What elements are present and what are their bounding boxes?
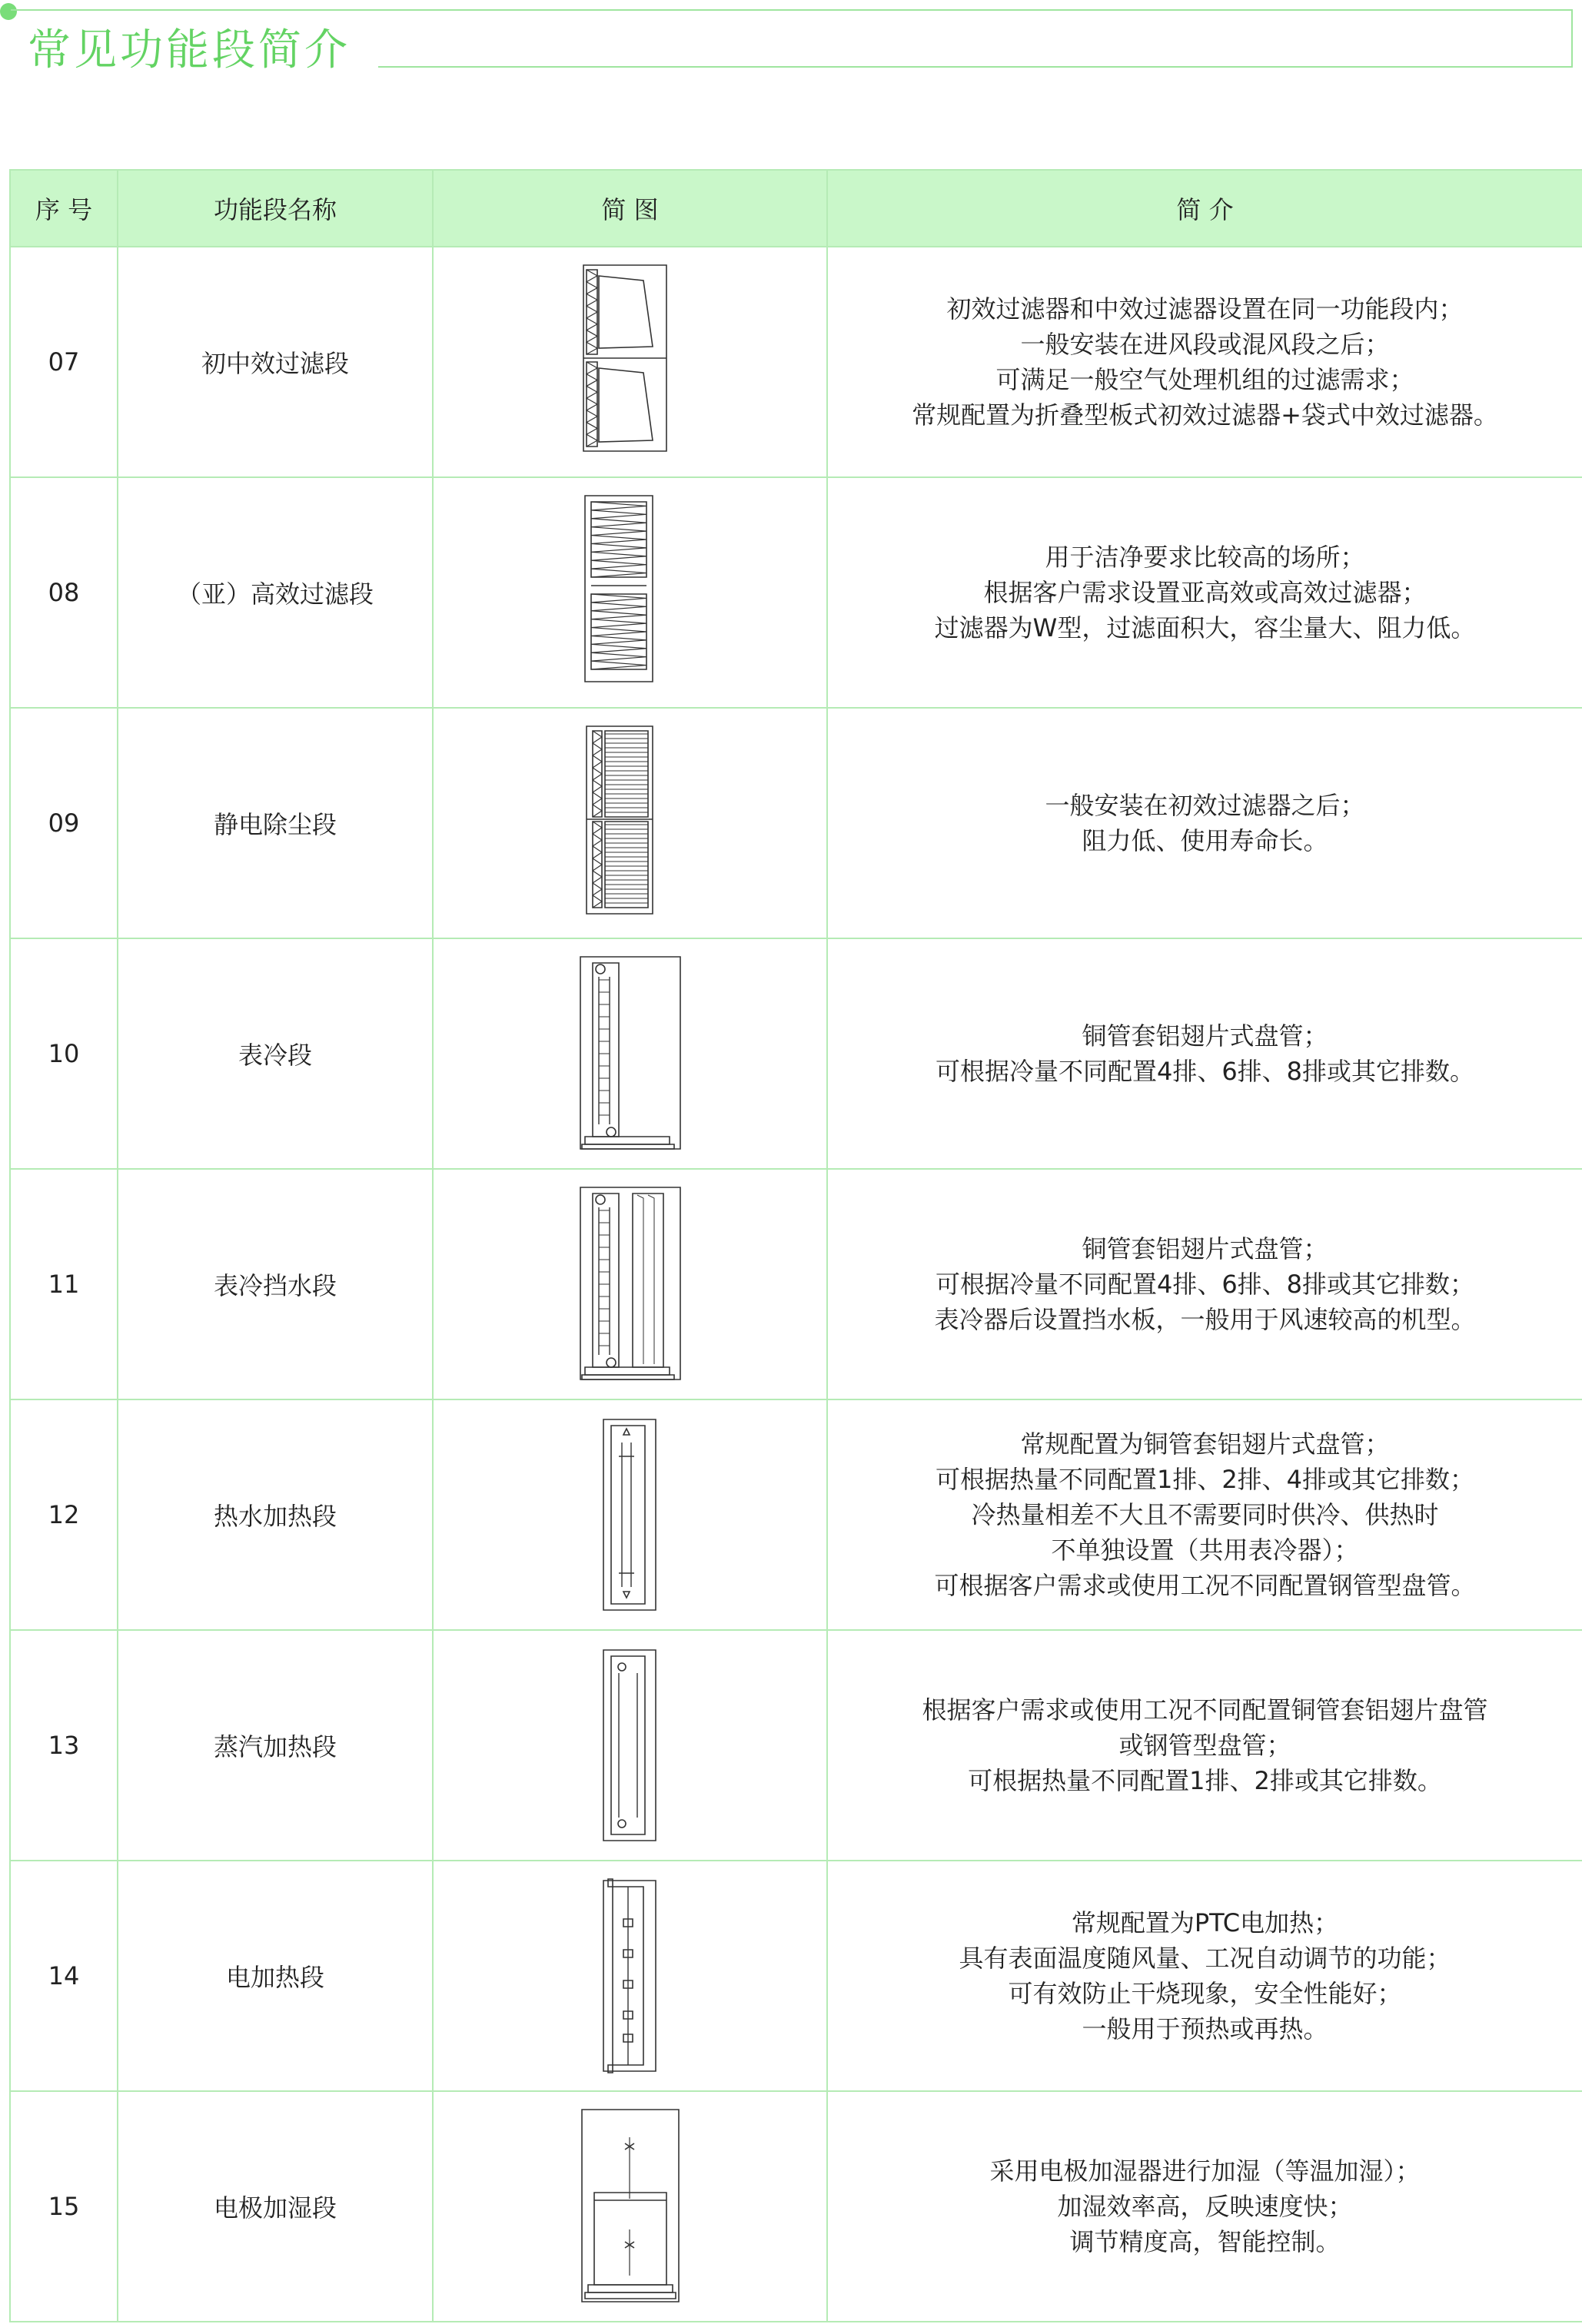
intro-line: 不单独设置（共用表冷器）； [1051, 1536, 1359, 1565]
intro-line: 可有效防止干烧现象，安全性能好； [1008, 1979, 1402, 2008]
intro-line: 根据客户需求设置亚高效或高效过滤器； [983, 578, 1427, 607]
diagram-cell [433, 2091, 827, 2322]
header-diagram: 简 图 [433, 170, 827, 247]
intro-line: 常规配置为折叠型板式初效过滤器+袋式中效过滤器。 [912, 400, 1498, 430]
pre-medium-filter-diagram [576, 262, 685, 462]
intro-line: 根据客户需求或使用工况不同配置铜管套铝翅片盘管 [922, 1695, 1488, 1725]
row-number: 15 [10, 2091, 118, 2322]
intro-line: 采用电极加湿器进行加湿（等温加湿）； [989, 2156, 1421, 2186]
diagram-cell [433, 247, 827, 477]
section-name: 表冷挡水段 [118, 1169, 433, 1399]
intro-text [828, 788, 1582, 858]
intro-text [828, 1692, 1582, 1798]
intro-line: 一般安装在初效过滤器之后； [1045, 791, 1365, 820]
intro-line: 或钢管型盘管； [1118, 1731, 1291, 1760]
table-row [10, 2091, 1582, 2322]
intro-line: 可根据冷量不同配置4排、6排、8排或其它排数； [935, 1270, 1475, 1299]
diagram-cell [433, 938, 827, 1169]
section-name: （亚）高效过滤段 [118, 477, 433, 708]
intro-line: 常规配置为PTC电加热； [1071, 1908, 1339, 1937]
intro-cell [827, 708, 1582, 938]
steam-heating-diagram [576, 1645, 685, 1845]
intro-line: 可根据客户需求或使用工况不同配置钢管型盘管。 [934, 1571, 1476, 1600]
section-name: 蒸汽加热段 [118, 1630, 433, 1861]
intro-line: 加湿效率高，反映速度快； [1057, 2192, 1353, 2221]
intro-line: 可根据冷量不同配置4排、6排、8排或其它排数。 [935, 1057, 1475, 1086]
intro-line: 用于洁净要求比较高的场所； [1045, 543, 1365, 572]
page-title: 常见功能段简介 [28, 25, 351, 75]
intro-line: 表冷器后设置挡水板，一般用于风速较高的机型。 [934, 1305, 1476, 1334]
intro-line: 可满足一般空气处理机组的过滤需求； [995, 365, 1414, 394]
intro-line: 初效过滤器和中效过滤器设置在同一功能段内； [946, 294, 1464, 324]
intro-text [828, 291, 1582, 433]
intro-text [828, 1426, 1582, 1603]
table-row [10, 477, 1582, 708]
cooling-coil-eliminator-diagram [576, 1184, 685, 1384]
section-name: 电极加湿段 [118, 2091, 433, 2322]
row-number: 07 [10, 247, 118, 477]
table-row [10, 247, 1582, 477]
intro-text [828, 1018, 1582, 1089]
intro-line: 铜管套铝翅片式盘管； [1082, 1234, 1328, 1263]
table-row [10, 1169, 1582, 1399]
electrostatic-diagram [576, 723, 685, 923]
intro-line: 调节精度高，智能控制。 [1069, 2227, 1341, 2256]
diagram-cell [433, 477, 827, 708]
electrode-humidifier-diagram [576, 2107, 685, 2306]
section-name: 表冷段 [118, 938, 433, 1169]
intro-cell [827, 1861, 1582, 2091]
intro-line: 一般安装在进风段或混风段之后； [1020, 330, 1390, 359]
intro-cell [827, 247, 1582, 477]
intro-line: 冷热量相差不大且不需要同时供冷、供热时 [971, 1500, 1439, 1529]
diagram-cell [433, 1399, 827, 1630]
intro-line: 具有表面温度随风量、工况自动调节的功能； [959, 1944, 1451, 1973]
row-number: 12 [10, 1399, 118, 1630]
header-frame [378, 9, 1573, 68]
intro-text [828, 1231, 1582, 1337]
intro-cell [827, 1399, 1582, 1630]
intro-cell [827, 2091, 1582, 2322]
header-name: 功能段名称 [118, 170, 433, 247]
intro-line: 铜管套铝翅片式盘管； [1082, 1021, 1328, 1051]
row-number: 10 [10, 938, 118, 1169]
diagram-cell [433, 1861, 827, 2091]
intro-line: 可根据热量不同配置1排、2排、4排或其它排数； [935, 1465, 1475, 1494]
section-name: 静电除尘段 [118, 708, 433, 938]
section-name: 初中效过滤段 [118, 247, 433, 477]
section-name: 电加热段 [118, 1861, 433, 2091]
table-row [10, 1861, 1582, 2091]
row-number: 14 [10, 1861, 118, 2091]
function-section-table [9, 169, 1582, 2322]
intro-line: 过滤器为W型，过滤面积大，容尘量大、阻力低。 [934, 613, 1476, 642]
intro-cell [827, 1630, 1582, 1861]
table-row [10, 1399, 1582, 1630]
intro-text [828, 540, 1582, 646]
table-row [10, 938, 1582, 1169]
table-row [10, 1630, 1582, 1861]
hot-water-heating-diagram [576, 1415, 685, 1615]
row-number: 13 [10, 1630, 118, 1861]
electric-heating-diagram [576, 1876, 685, 2076]
diagram-cell [433, 1630, 827, 1861]
row-number: 08 [10, 477, 118, 708]
section-name: 热水加热段 [118, 1399, 433, 1630]
diagram-cell [433, 1169, 827, 1399]
intro-line: 阻力低、使用寿命长。 [1082, 826, 1328, 855]
row-number: 09 [10, 708, 118, 938]
intro-text [828, 2153, 1582, 2259]
intro-line: 一般用于预热或再热。 [1082, 2014, 1328, 2043]
cooling-coil-diagram [576, 954, 685, 1154]
row-number: 11 [10, 1169, 118, 1399]
intro-line: 常规配置为铜管套铝翅片式盘管； [1020, 1429, 1390, 1459]
intro-cell [827, 1169, 1582, 1399]
table-header-row [10, 170, 1582, 247]
intro-line: 可根据热量不同配置1排、2排或其它排数。 [968, 1766, 1442, 1795]
header-no: 序 号 [10, 170, 118, 247]
intro-cell [827, 477, 1582, 708]
header-dot [0, 3, 17, 20]
intro-text [828, 1905, 1582, 2047]
header-intro: 简 介 [827, 170, 1582, 247]
intro-cell [827, 938, 1582, 1169]
diagram-cell [433, 708, 827, 938]
table-row [10, 708, 1582, 938]
hepa-filter-diagram [576, 493, 685, 692]
